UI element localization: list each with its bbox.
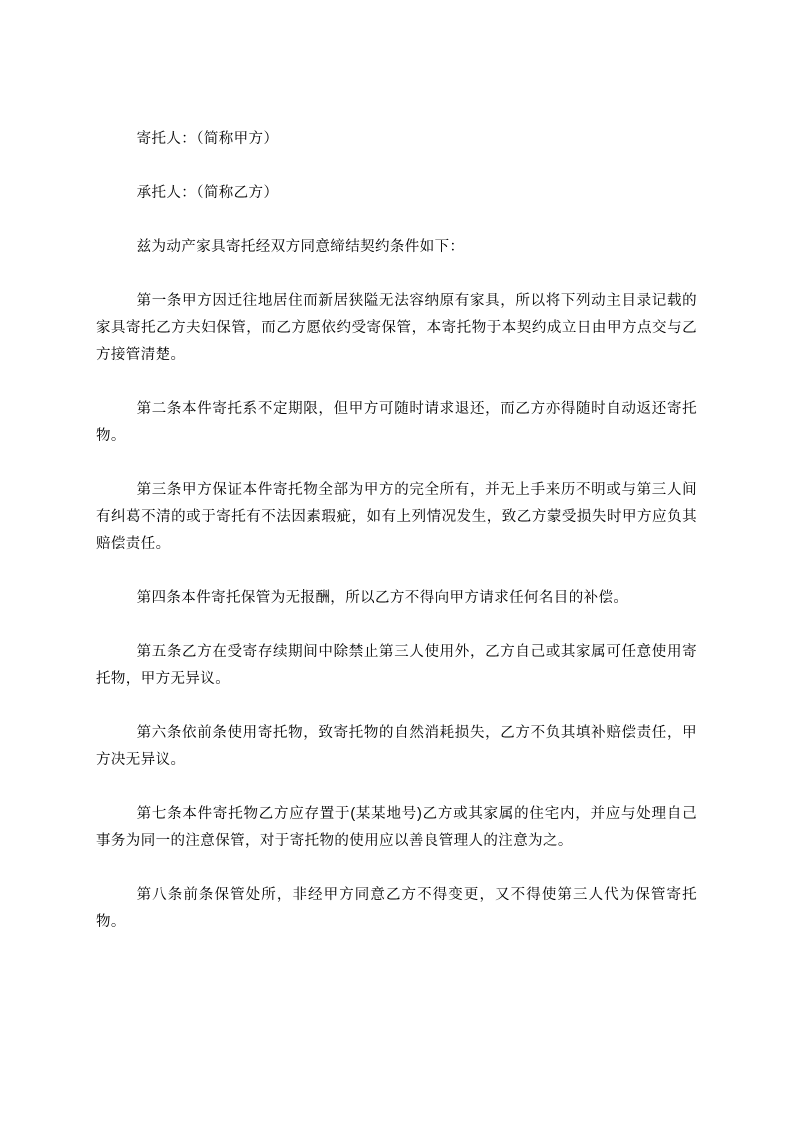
paragraph: 第二条本件寄托系不定期限，但甲方可随时请求退还，而乙方亦得随时自动返还寄托物。	[96, 401, 697, 444]
paragraph: 兹为动产家具寄托经双方同意缔结契约条件如下：	[136, 239, 465, 255]
paragraph: 第一条甲方因迁往地居住而新居狭隘无法容纳原有家具，所以将下列动主目录记载的家具寄托乙方夫妇保管，而乙方愿依约受寄保管，本寄托物于本契约成立日由甲方点交与乙方接管清楚。	[96, 293, 697, 363]
paragraph: 第三条甲方保证本件寄托物全部为甲方的完全所有，并无上手来历不明或与第三人间有纠葛不清的或于寄托有不法因素瑕疵，如有上列情况发生，致乙方蒙受损失时甲方应负其赔偿责任。	[96, 482, 697, 552]
paragraph: 寄托人：（简称甲方）	[136, 131, 279, 147]
paragraph: 第五条乙方在受寄存续期间中除禁止第三人使用外，乙方自己或其家属可任意使用寄托物，甲方无异议。	[96, 644, 697, 687]
paragraph: 承托人：（简称乙方）	[136, 185, 279, 201]
document-content	[96, 126, 697, 963]
paragraph: 第四条本件寄托保管为无报酬，所以乙方不得向甲方请求任何名目的补偿。	[136, 590, 629, 606]
paragraph: 第八条前条保管处所，非经甲方同意乙方不得变更，又不得使第三人代为保管寄托物。	[96, 887, 697, 930]
paragraph: 第七条本件寄托物乙方应存置于(某某地号)乙方或其家属的住宅内，并应与处理自己事务为同一的注意保管，对于寄托物的使用应以善良管理人的注意为之。	[96, 806, 697, 849]
paragraph: 第六条依前条使用寄托物，致寄托物的自然消耗损失，乙方不负其填补赔偿责任，甲方决无异议。	[96, 725, 697, 768]
